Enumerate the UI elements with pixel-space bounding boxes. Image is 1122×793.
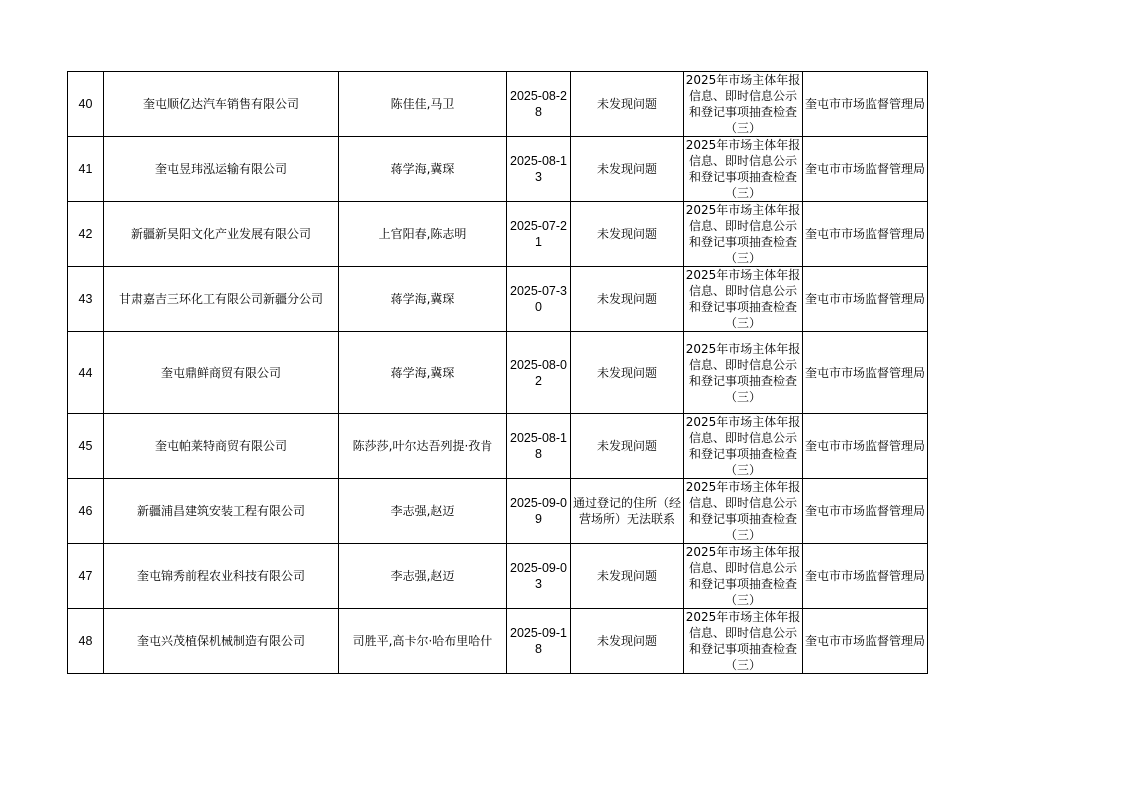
row-number: 42 [68, 202, 104, 267]
row-number: 44 [68, 332, 104, 414]
department: 奎屯市市场监督管理局 [803, 332, 928, 414]
row-number: 43 [68, 267, 104, 332]
company-name: 奎屯顺亿达汽车销售有限公司 [104, 72, 339, 137]
inspection-item: 2025年市场主体年报信息、即时信息公示和登记事项抽查检查（三） [684, 332, 803, 414]
inspectors: 上官阳春,陈志明 [339, 202, 507, 267]
inspection-result: 未发现问题 [571, 332, 684, 414]
inspectors: 蒋学海,冀琛 [339, 267, 507, 332]
row-number: 47 [68, 544, 104, 609]
inspection-date: 2025-07-21 [507, 202, 571, 267]
inspection-result: 未发现问题 [571, 544, 684, 609]
inspection-result: 未发现问题 [571, 267, 684, 332]
inspection-date: 2025-08-18 [507, 414, 571, 479]
inspectors: 陈佳佳,马卫 [339, 72, 507, 137]
inspection-item: 2025年市场主体年报信息、即时信息公示和登记事项抽查检查（三） [684, 544, 803, 609]
inspection-item: 2025年市场主体年报信息、即时信息公示和登记事项抽查检查（三） [684, 609, 803, 674]
inspection-results-table [67, 71, 928, 674]
inspection-item: 2025年市场主体年报信息、即时信息公示和登记事项抽查检查（三） [684, 479, 803, 544]
row-number: 45 [68, 414, 104, 479]
inspection-date: 2025-08-02 [507, 332, 571, 414]
company-name: 奎屯昱玮泓运输有限公司 [104, 137, 339, 202]
department: 奎屯市市场监督管理局 [803, 137, 928, 202]
inspection-result: 未发现问题 [571, 609, 684, 674]
inspectors: 陈莎莎,叶尔达吾列提·孜肯 [339, 414, 507, 479]
inspection-date: 2025-08-28 [507, 72, 571, 137]
inspection-date: 2025-08-13 [507, 137, 571, 202]
row-number: 41 [68, 137, 104, 202]
row-number: 40 [68, 72, 104, 137]
department: 奎屯市市场监督管理局 [803, 609, 928, 674]
inspection-item: 2025年市场主体年报信息、即时信息公示和登记事项抽查检查（三） [684, 414, 803, 479]
inspectors: 李志强,赵迈 [339, 544, 507, 609]
table-row [68, 479, 928, 544]
table-row [68, 544, 928, 609]
inspectors: 李志强,赵迈 [339, 479, 507, 544]
inspection-date: 2025-09-03 [507, 544, 571, 609]
table-row [68, 72, 928, 137]
inspection-item: 2025年市场主体年报信息、即时信息公示和登记事项抽查检查（三） [684, 267, 803, 332]
department: 奎屯市市场监督管理局 [803, 202, 928, 267]
department: 奎屯市市场监督管理局 [803, 414, 928, 479]
department: 奎屯市市场监督管理局 [803, 544, 928, 609]
inspection-date: 2025-09-18 [507, 609, 571, 674]
inspection-result: 未发现问题 [571, 202, 684, 267]
inspection-date: 2025-07-30 [507, 267, 571, 332]
inspectors: 司胜平,高卡尔·哈布里哈什 [339, 609, 507, 674]
inspection-result: 未发现问题 [571, 72, 684, 137]
table-row [68, 137, 928, 202]
inspection-item: 2025年市场主体年报信息、即时信息公示和登记事项抽查检查（三） [684, 72, 803, 137]
company-name: 奎屯鼎鲜商贸有限公司 [104, 332, 339, 414]
inspection-item: 2025年市场主体年报信息、即时信息公示和登记事项抽查检查（三） [684, 202, 803, 267]
inspection-result: 通过登记的住所（经营场所）无法联系 [571, 479, 684, 544]
company-name: 奎屯锦秀前程农业科技有限公司 [104, 544, 339, 609]
inspection-date: 2025-09-09 [507, 479, 571, 544]
inspection-result: 未发现问题 [571, 137, 684, 202]
company-name: 新疆浦昌建筑安装工程有限公司 [104, 479, 339, 544]
company-name: 甘肃嘉吉三环化工有限公司新疆分公司 [104, 267, 339, 332]
department: 奎屯市市场监督管理局 [803, 479, 928, 544]
table-row [68, 414, 928, 479]
row-number: 48 [68, 609, 104, 674]
inspectors: 蒋学海,冀琛 [339, 332, 507, 414]
company-name: 奎屯帕莱特商贸有限公司 [104, 414, 339, 479]
inspection-result: 未发现问题 [571, 414, 684, 479]
row-number: 46 [68, 479, 104, 544]
table-row [68, 202, 928, 267]
department: 奎屯市市场监督管理局 [803, 267, 928, 332]
table-row [68, 267, 928, 332]
company-name: 新疆新昊阳文化产业发展有限公司 [104, 202, 339, 267]
table-row [68, 332, 928, 414]
table-row [68, 609, 928, 674]
inspectors: 蒋学海,冀琛 [339, 137, 507, 202]
department: 奎屯市市场监督管理局 [803, 72, 928, 137]
inspection-item: 2025年市场主体年报信息、即时信息公示和登记事项抽查检查（三） [684, 137, 803, 202]
company-name: 奎屯兴茂植保机械制造有限公司 [104, 609, 339, 674]
